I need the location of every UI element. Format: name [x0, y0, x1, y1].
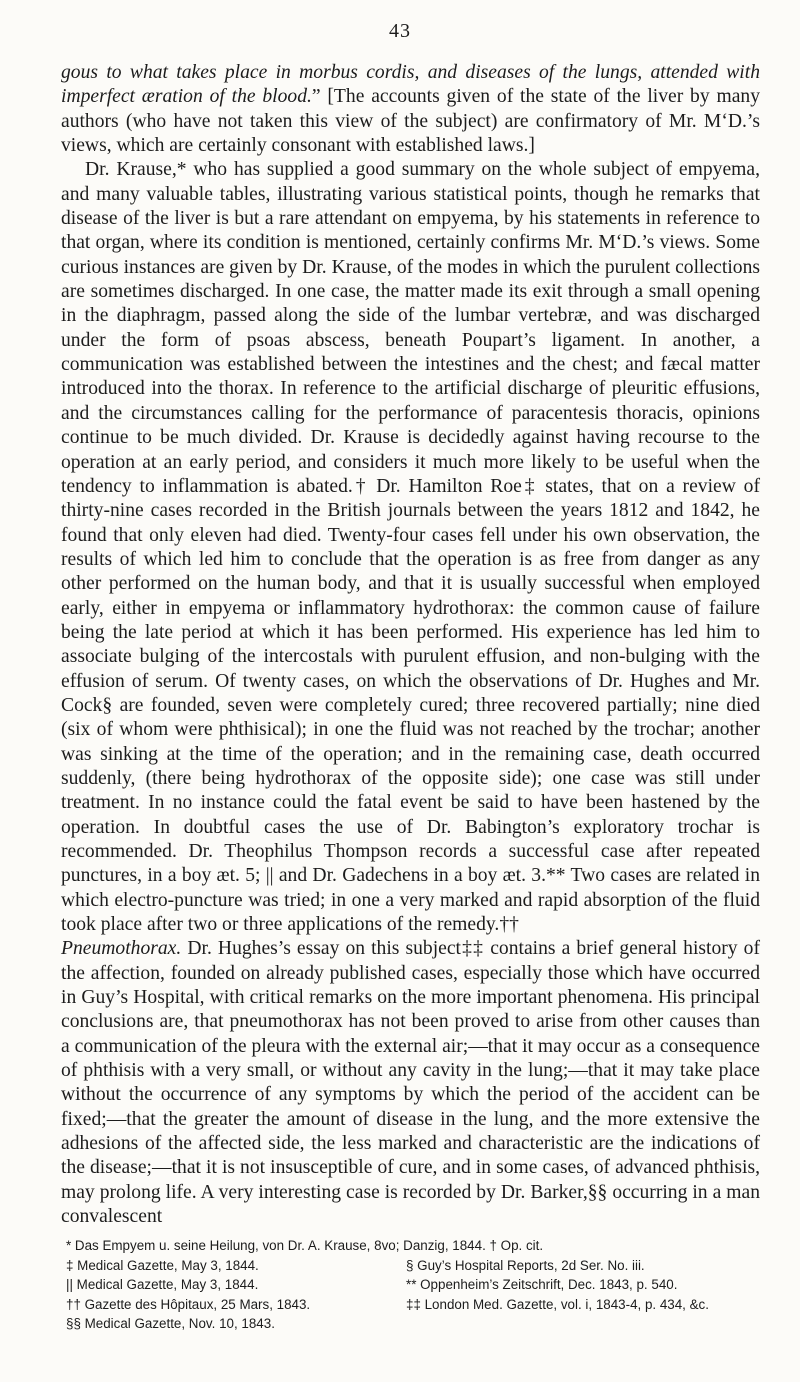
footnote: †† Gazette des Hôpitaux, 25 Mars, 1843. [66, 1296, 311, 1312]
footnote: || Medical Gazette, May 3, 1844. [66, 1277, 259, 1293]
footnote: * Das Empyem u. seine Heilung, von Dr. A. Krause, 8vo; Danzig, 1844. † Op. cit. [66, 1238, 544, 1253]
paragraph-continuation [61, 61, 760, 158]
paragraph-pneumothorax [61, 937, 760, 1229]
paragraph-text: Dr. Hughes’s essay on this subject‡‡ contains a brief general history of the affection, founded on already published cases, especially those which have occurred in Guy’s Hospital, with critical remarks on the more important phenomena. His principal conclusions are, that pneumothorax has not been proved to arise from other causes than a communication of the pleura with the external air;—that it may occur as a consequence of phthisis with a very small, or without any cavity in the lung;—that it may take place without the occurrence of any symptoms by which the period of the accident can be fixed;—that the greater the amount of disease in the lung, and the more extensive the adhesions of the affected side, the less marked and characteristic are the indications of the disease;—that it is not insusceptible of cure, and in some cases, of advanced phthisis, may prolong life. A very interesting case is recorded by Dr. Barker,§§ occurring in a man convalescent [61, 938, 760, 1228]
page-number: 43 [389, 20, 411, 42]
footnote-row [66, 1275, 766, 1295]
footnote: §§ Medical Gazette, Nov. 10, 1843. [66, 1316, 275, 1332]
body-text [61, 61, 760, 1230]
footnote: ** Oppenheim’s Zeitschrift, Dec. 1843, p. 540. [406, 1277, 678, 1293]
footnote: ‡ Medical Gazette, May 3, 1844. [66, 1257, 259, 1273]
footnote-row [66, 1256, 766, 1276]
footnotes [66, 1236, 766, 1334]
footnote-row [66, 1295, 766, 1315]
paragraph-text: Dr. Krause,* who has supplied a good summary on the whole subject of empyema, and many valuable tables, illustrating various statistical points, though he remarks that disease of the liver is but a rare attendant on empyema, by his statements in reference to that organ, where its condition is mentioned, certainly confirms Mr. M‘D.’s views. Some curious instances are given by Dr. Krause, of the modes in which the purulent collections are sometimes discharged. In one case, the matter made its exit through a small opening in the diaphragm, passed along the side of the lumbar vertebræ, and was discharged under the form of psoas abscess, beneath Poupart’s ligament. In another, a communication was established between the intestines and the chest; and fæcal matter introduced into the thorax. In reference to the artificial discharge of pleuritic effusions, and the circumstances calling for the performance of paracentesis thoracis, opinions continue to be much divided. Dr. Krause is decidedly against having recourse to the operation at an early period, and considers it much more likely to be useful when the tendency to inflammation is abated.† Dr. Hamilton Roe‡ states, that on a review of thirty-nine cases recorded in the British journals between the years 1812 and 1842, he found that only eleven had died. Twenty-four cases fell under his own observation, the results of which led him to conclude that the operation is as free from danger as any other performed on the human body, and that it is usually successful when employed early, either in empyema or inflammatory hydrothorax: the common cause of failure being the late period at which it has been performed. His experience has led him to associate bulging of the intercostals with purulent effusion, and non-bulging with the effusion of serum. Of twenty cases, on which the observations of Dr. Hughes and Mr. Cock§ are founded, seven were completely cured; three recovered partially; nine died (six of whom were phthisical); in one the fluid was not reached by the trochar; another was sinking at the time of the operation; and in the remaining case, death occurred suddenly, (there being hydrothorax of the opposite side); one case was still under treatment. In no instance could the fatal event be said to have been hastened by the operation. In doubtful cases the use of Dr. Babington’s exploratory trochar is recommended. Dr. Theophilus Thompson records a successful case after repeated punctures, in a boy æt. 5; || and Dr. Gadechens in a boy æt. 3.** Two cases are related in which electro-puncture was tried; in one a very marked and rapid absorption of the fluid took place after two or three applications of the remedy.†† [61, 159, 760, 936]
paragraph-italic-lead: gous to what takes place in morbus cordis, and diseases of the lungs, attended with imperfect æration of the blood. [61, 62, 760, 108]
paragraph-text: ” [The accounts given of the state of the liver by many authors (who have not taken this view of the subject) are confirmatory of Mr. M‘D.’s views, which are certainly consonant with established laws.] [61, 86, 760, 157]
footnote: ‡‡ London Med. Gazette, vol. i, 1843-4, p. 434, &c. [406, 1296, 709, 1312]
paragraph-empyema [61, 158, 760, 937]
section-heading-pneumothorax: Pneumothorax. [61, 938, 182, 960]
footnote: § Guy’s Hospital Reports, 2d Ser. No. iii. [406, 1257, 645, 1273]
